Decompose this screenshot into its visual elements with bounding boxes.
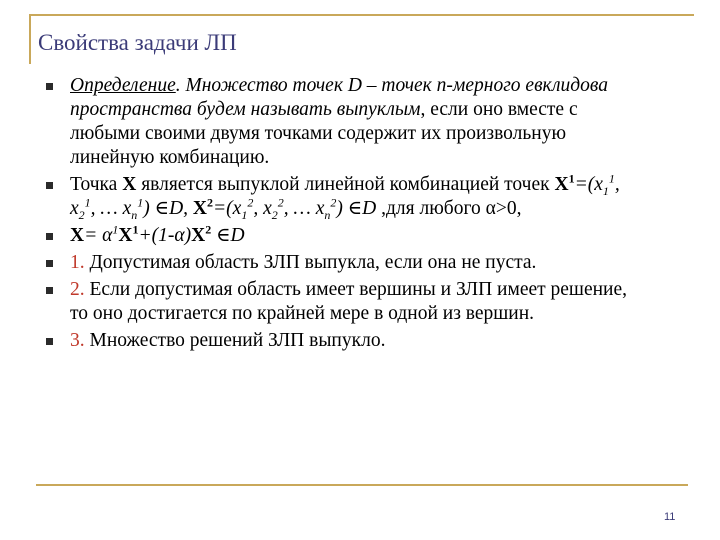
text: , … x: [283, 198, 325, 219]
text: ∈D: [211, 225, 245, 246]
text: ,: [614, 174, 620, 195]
text: ) ∈D: [336, 198, 377, 219]
sub: 2: [78, 207, 85, 222]
page-number: 11: [664, 511, 676, 523]
definition-line-1: . Множество точек D – точек n-мерного евклидова: [175, 75, 609, 96]
definition-line-2a: пространства будем называть выпуклым: [70, 99, 421, 120]
definition-line-4: линейную комбинацию.: [70, 147, 270, 168]
text: , x: [253, 198, 272, 219]
var-x1: X: [118, 225, 133, 246]
footer-line: [36, 484, 688, 486]
bullet-property-2: [40, 278, 690, 326]
bullet-list: [40, 74, 690, 356]
text: , … x: [90, 198, 132, 219]
var-x: X: [122, 174, 137, 195]
text: x: [70, 198, 79, 219]
var-x1: X: [554, 174, 569, 195]
sup: 1: [112, 222, 119, 237]
sup: 1: [608, 171, 615, 186]
definition-line-2b: , если оно вместе с: [420, 99, 578, 120]
text: является выпуклой линейной комбинацией точек: [136, 174, 555, 195]
frame-top-line: [29, 14, 694, 16]
bullet-formula: [40, 224, 690, 248]
sup: 2: [207, 195, 214, 210]
sup: 2: [205, 222, 212, 237]
frame-vertical-line: [29, 14, 31, 64]
property-number: 1.: [70, 252, 85, 273]
property-text: Множество решений ЗЛП выпукло.: [84, 330, 386, 351]
bullet-property-1: [40, 251, 690, 275]
bullet-convex-combination: [40, 173, 690, 221]
sub: n: [131, 207, 138, 222]
bullet-property-3: [40, 329, 690, 353]
text: ,для любого α>0,: [376, 198, 522, 219]
property-text: Если допустимая область имеет вершины и ЗЛП имеет решение,: [84, 279, 628, 300]
bullet-marker-icon: [46, 260, 53, 267]
definition-label: Определение: [70, 75, 176, 96]
sup: 2: [247, 195, 254, 210]
property-text: Допустимая область ЗЛП выпукла, если она не пуста.: [84, 252, 537, 273]
bullet-marker-icon: [46, 287, 53, 294]
var-x2: X: [192, 198, 208, 219]
sub: 1: [241, 207, 248, 222]
bullet-marker-icon: [46, 182, 53, 189]
var-x2: X: [191, 225, 206, 246]
text: = α: [84, 225, 113, 246]
text: Точка: [70, 174, 123, 195]
text: +(1-α): [138, 225, 192, 246]
sub: n: [324, 207, 331, 222]
bullet-marker-icon: [46, 338, 53, 345]
sup: 2: [330, 195, 337, 210]
text: =(x: [574, 174, 603, 195]
bullet-marker-icon: [46, 233, 53, 240]
sup: 1: [568, 171, 575, 186]
sub: 2: [271, 207, 278, 222]
slide-title: Свойства задачи ЛП: [38, 30, 237, 55]
property-number: 2.: [70, 279, 85, 300]
property-number: 3.: [70, 330, 85, 351]
sup: 1: [132, 222, 139, 237]
bullet-definition: [40, 74, 690, 170]
definition-line-3: любыми своими двумя точками содержит их произвольную: [70, 123, 567, 144]
text: =(x: [213, 198, 242, 219]
sup: 1: [84, 195, 91, 210]
property-text: то оно достигается по крайней мере в одной из вершин.: [70, 303, 535, 324]
bullet-marker-icon: [46, 83, 53, 90]
text: ) ∈D,: [143, 198, 193, 219]
var-x: X: [70, 225, 85, 246]
sup: 1: [137, 195, 144, 210]
sub: 1: [602, 183, 609, 198]
sup: 2: [277, 195, 284, 210]
